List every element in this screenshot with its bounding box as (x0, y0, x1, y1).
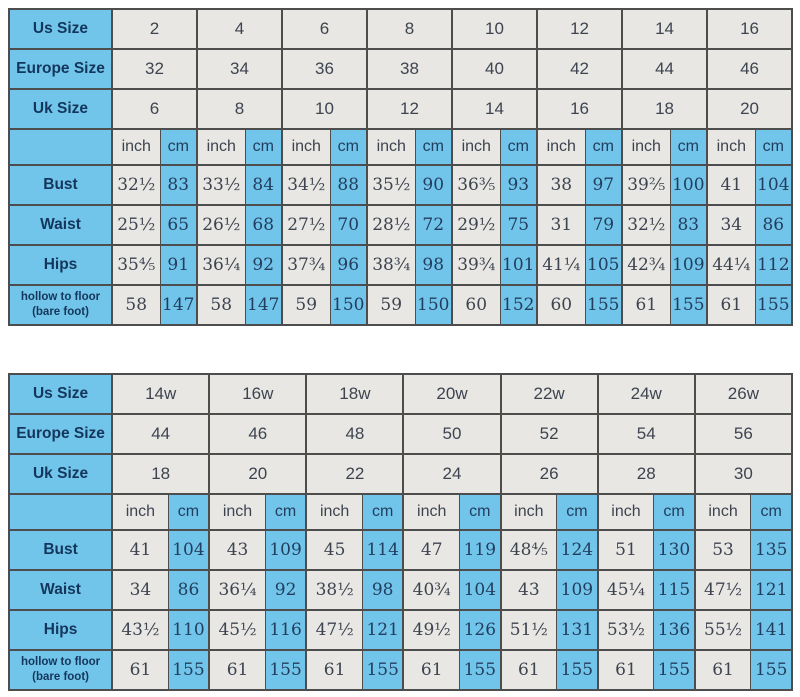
size-value: 46 (209, 414, 306, 454)
size-header-row (9, 454, 792, 494)
cm-unit-header: cm (245, 129, 282, 165)
cm-value: 65 (160, 205, 197, 245)
row-label (9, 530, 112, 570)
cm-value: 147 (245, 285, 282, 325)
inch-value: 41 (707, 165, 755, 205)
cm-value: 155 (362, 650, 403, 690)
inch-value: 60 (537, 285, 585, 325)
inch-value: 27½ (282, 205, 330, 245)
row-label-line: (bare foot) (32, 671, 89, 683)
cm-value: 101 (500, 245, 537, 285)
size-value: 30 (695, 454, 792, 494)
measurement-row (9, 570, 792, 610)
size-value: 14 (622, 9, 707, 49)
cm-unit-header: cm (585, 129, 622, 165)
inch-value: 34 (112, 570, 168, 610)
size-value: 38 (367, 49, 452, 89)
size-value: 26 (501, 454, 598, 494)
cm-value: 152 (500, 285, 537, 325)
measurement-row (9, 165, 792, 205)
inch-value: 61 (598, 650, 654, 690)
size-value: 20 (209, 454, 306, 494)
row-label-line: hollow to floor (20, 291, 101, 304)
size-value: 6 (282, 9, 367, 49)
cm-value: 114 (362, 530, 403, 570)
inch-unit-header: inch (367, 129, 415, 165)
cm-value: 121 (362, 610, 403, 650)
cm-unit-header: cm (168, 494, 209, 530)
row-label: Europe Size (9, 414, 112, 454)
cm-value: 155 (460, 650, 501, 690)
measurement-row (9, 285, 792, 325)
size-value: 18 (622, 89, 707, 129)
measurement-row (9, 610, 792, 650)
row-label (9, 245, 112, 285)
size-value: 46 (707, 49, 792, 89)
cm-value: 155 (755, 285, 792, 325)
cm-unit-header: cm (265, 494, 306, 530)
inch-value: 48⅘ (501, 530, 557, 570)
table-spacer (8, 326, 793, 373)
cm-value: 72 (415, 205, 452, 245)
inch-value: 47½ (695, 570, 751, 610)
inch-unit-header: inch (622, 129, 670, 165)
inch-unit-header: inch (501, 494, 557, 530)
cm-value: 155 (265, 650, 306, 690)
cm-value: 68 (245, 205, 282, 245)
cm-value: 155 (654, 650, 695, 690)
cm-value: 86 (168, 570, 209, 610)
cm-value: 147 (160, 285, 197, 325)
inch-value: 43 (501, 570, 557, 610)
cm-value: 136 (654, 610, 695, 650)
cm-value: 70 (330, 205, 367, 245)
size-value: 24 (403, 454, 500, 494)
size-value: 14 (452, 89, 537, 129)
inch-value: 47 (403, 530, 459, 570)
cm-value: 115 (654, 570, 695, 610)
cm-value: 90 (415, 165, 452, 205)
inch-value: 40¾ (403, 570, 459, 610)
inch-value: 37¾ (282, 245, 330, 285)
size-value: 42 (537, 49, 622, 89)
cm-value: 92 (265, 570, 306, 610)
cm-unit-header: cm (330, 129, 367, 165)
size-value: 22w (501, 374, 598, 414)
cm-value: 84 (245, 165, 282, 205)
row-label-line: hollow to floor (20, 656, 101, 669)
inch-value: 43 (209, 530, 265, 570)
inch-value: 60 (452, 285, 500, 325)
row-label (9, 650, 112, 690)
size-value: 44 (112, 414, 209, 454)
inch-unit-header: inch (695, 494, 751, 530)
cm-value: 131 (557, 610, 598, 650)
size-value: 14w (112, 374, 209, 414)
cm-unit-header: cm (500, 129, 537, 165)
size-header-row (9, 9, 792, 49)
cm-value: 155 (557, 650, 598, 690)
row-label (9, 610, 112, 650)
units-row (9, 494, 792, 530)
inch-unit-header: inch (282, 129, 330, 165)
inch-value: 39⅖ (622, 165, 670, 205)
size-value: 52 (501, 414, 598, 454)
cm-value: 119 (460, 530, 501, 570)
inch-value: 39¾ (452, 245, 500, 285)
size-value: 12 (537, 9, 622, 49)
cm-value: 116 (265, 610, 306, 650)
size-value: 16w (209, 374, 306, 414)
inch-value: 36⅗ (452, 165, 500, 205)
inch-value: 45¼ (598, 570, 654, 610)
size-value: 20w (403, 374, 500, 414)
cm-value: 150 (415, 285, 452, 325)
cm-value: 110 (168, 610, 209, 650)
cm-unit-header: cm (557, 494, 598, 530)
cm-value: 93 (500, 165, 537, 205)
inch-value: 38¾ (367, 245, 415, 285)
inch-unit-header: inch (537, 129, 585, 165)
measurement-row (9, 245, 792, 285)
cm-value: 130 (654, 530, 695, 570)
inch-value: 26½ (197, 205, 245, 245)
cm-unit-header: cm (755, 129, 792, 165)
cm-unit-header: cm (670, 129, 707, 165)
inch-unit-header: inch (197, 129, 245, 165)
size-value: 4 (197, 9, 282, 49)
size-value: 20 (707, 89, 792, 129)
inch-unit-header: inch (598, 494, 654, 530)
row-label-line: Bust (43, 176, 78, 193)
row-label-line: Waist (40, 216, 81, 233)
size-value: 36 (282, 49, 367, 89)
size-value: 12 (367, 89, 452, 129)
size-header-row (9, 374, 792, 414)
size-value: 10 (282, 89, 367, 129)
size-value: 48 (306, 414, 403, 454)
cm-value: 112 (755, 245, 792, 285)
row-label-line: Hips (43, 621, 78, 638)
cm-value: 104 (168, 530, 209, 570)
inch-value: 47½ (306, 610, 362, 650)
inch-value: 61 (707, 285, 755, 325)
inch-value: 34½ (282, 165, 330, 205)
cm-value: 83 (160, 165, 197, 205)
cm-value: 88 (330, 165, 367, 205)
inch-value: 31 (537, 205, 585, 245)
inch-unit-header: inch (452, 129, 500, 165)
inch-value: 38 (537, 165, 585, 205)
cm-value: 83 (670, 205, 707, 245)
cm-value: 75 (500, 205, 537, 245)
cm-unit-header: cm (460, 494, 501, 530)
size-value: 6 (112, 89, 197, 129)
inch-value: 59 (282, 285, 330, 325)
inch-value: 61 (622, 285, 670, 325)
size-value: 50 (403, 414, 500, 454)
inch-value: 51 (598, 530, 654, 570)
inch-value: 36¼ (209, 570, 265, 610)
inch-value: 25½ (112, 205, 160, 245)
row-label-line: Waist (40, 581, 81, 598)
inch-unit-header: inch (112, 129, 160, 165)
inch-value: 32½ (622, 205, 670, 245)
cm-unit-header: cm (751, 494, 792, 530)
inch-value: 34 (707, 205, 755, 245)
cm-value: 109 (670, 245, 707, 285)
size-value: 16 (537, 89, 622, 129)
size-value: 32 (112, 49, 197, 89)
inch-value: 58 (197, 285, 245, 325)
inch-value: 61 (501, 650, 557, 690)
cm-unit-header: cm (362, 494, 403, 530)
cm-value: 104 (755, 165, 792, 205)
cm-value: 96 (330, 245, 367, 285)
row-label: Uk Size (9, 454, 112, 494)
size-value: 40 (452, 49, 537, 89)
inch-unit-header: inch (112, 494, 168, 530)
cm-value: 98 (415, 245, 452, 285)
inch-value: 61 (403, 650, 459, 690)
cm-value: 126 (460, 610, 501, 650)
inch-value: 58 (112, 285, 160, 325)
inch-value: 61 (209, 650, 265, 690)
inch-value: 35½ (367, 165, 415, 205)
size-value: 2 (112, 9, 197, 49)
row-label (9, 205, 112, 245)
units-row (9, 129, 792, 165)
measurement-row (9, 205, 792, 245)
row-label-empty (9, 494, 112, 530)
size-value: 56 (695, 414, 792, 454)
size-value: 22 (306, 454, 403, 494)
inch-value: 61 (306, 650, 362, 690)
cm-unit-header: cm (415, 129, 452, 165)
inch-value: 35⅘ (112, 245, 160, 285)
size-value: 10 (452, 9, 537, 49)
row-label: Uk Size (9, 89, 112, 129)
size-value: 54 (598, 414, 695, 454)
cm-value: 150 (330, 285, 367, 325)
cm-value: 105 (585, 245, 622, 285)
measurement-row (9, 530, 792, 570)
cm-value: 155 (670, 285, 707, 325)
inch-value: 44¼ (707, 245, 755, 285)
cm-value: 97 (585, 165, 622, 205)
inch-value: 61 (695, 650, 751, 690)
inch-unit-header: inch (707, 129, 755, 165)
inch-value: 28½ (367, 205, 415, 245)
inch-value: 59 (367, 285, 415, 325)
row-label (9, 165, 112, 205)
size-header-row (9, 49, 792, 89)
inch-value: 29½ (452, 205, 500, 245)
inch-value: 42¾ (622, 245, 670, 285)
cm-value: 121 (751, 570, 792, 610)
size-value: 16 (707, 9, 792, 49)
inch-value: 61 (112, 650, 168, 690)
cm-value: 141 (751, 610, 792, 650)
cm-value: 155 (168, 650, 209, 690)
inch-value: 43½ (112, 610, 168, 650)
measurement-row (9, 650, 792, 690)
size-value: 18 (112, 454, 209, 494)
inch-unit-header: inch (209, 494, 265, 530)
cm-value: 100 (670, 165, 707, 205)
inch-value: 41¼ (537, 245, 585, 285)
inch-value: 32½ (112, 165, 160, 205)
cm-unit-header: cm (160, 129, 197, 165)
size-value: 34 (197, 49, 282, 89)
size-value: 44 (622, 49, 707, 89)
cm-value: 104 (460, 570, 501, 610)
size-value: 8 (197, 89, 282, 129)
inch-value: 53 (695, 530, 751, 570)
inch-unit-header: inch (403, 494, 459, 530)
cm-value: 155 (751, 650, 792, 690)
cm-value: 124 (557, 530, 598, 570)
size-header-row (9, 89, 792, 129)
row-label-line: (bare foot) (32, 306, 89, 318)
inch-value: 45½ (209, 610, 265, 650)
cm-value: 109 (265, 530, 306, 570)
inch-value: 55½ (695, 610, 751, 650)
size-value: 28 (598, 454, 695, 494)
cm-value: 155 (585, 285, 622, 325)
row-label: Europe Size (9, 49, 112, 89)
size-chart-table-plus (8, 373, 793, 691)
cm-value: 91 (160, 245, 197, 285)
inch-value: 45 (306, 530, 362, 570)
size-header-row (9, 414, 792, 454)
size-value: 18w (306, 374, 403, 414)
row-label: Us Size (9, 374, 112, 414)
cm-value: 135 (751, 530, 792, 570)
size-value: 24w (598, 374, 695, 414)
row-label-empty (9, 129, 112, 165)
size-chart-table-regular (8, 8, 793, 326)
row-label: Us Size (9, 9, 112, 49)
inch-unit-header: inch (306, 494, 362, 530)
inch-value: 51½ (501, 610, 557, 650)
size-value: 8 (367, 9, 452, 49)
row-label (9, 570, 112, 610)
cm-value: 92 (245, 245, 282, 285)
cm-value: 79 (585, 205, 622, 245)
row-label-line: Bust (43, 541, 78, 558)
inch-value: 41 (112, 530, 168, 570)
cm-value: 98 (362, 570, 403, 610)
cm-unit-header: cm (654, 494, 695, 530)
size-value: 26w (695, 374, 792, 414)
cm-value: 86 (755, 205, 792, 245)
inch-value: 53½ (598, 610, 654, 650)
inch-value: 49½ (403, 610, 459, 650)
inch-value: 36¼ (197, 245, 245, 285)
cm-value: 109 (557, 570, 598, 610)
row-label (9, 285, 112, 325)
row-label-line: Hips (43, 256, 78, 273)
inch-value: 33½ (197, 165, 245, 205)
inch-value: 38½ (306, 570, 362, 610)
